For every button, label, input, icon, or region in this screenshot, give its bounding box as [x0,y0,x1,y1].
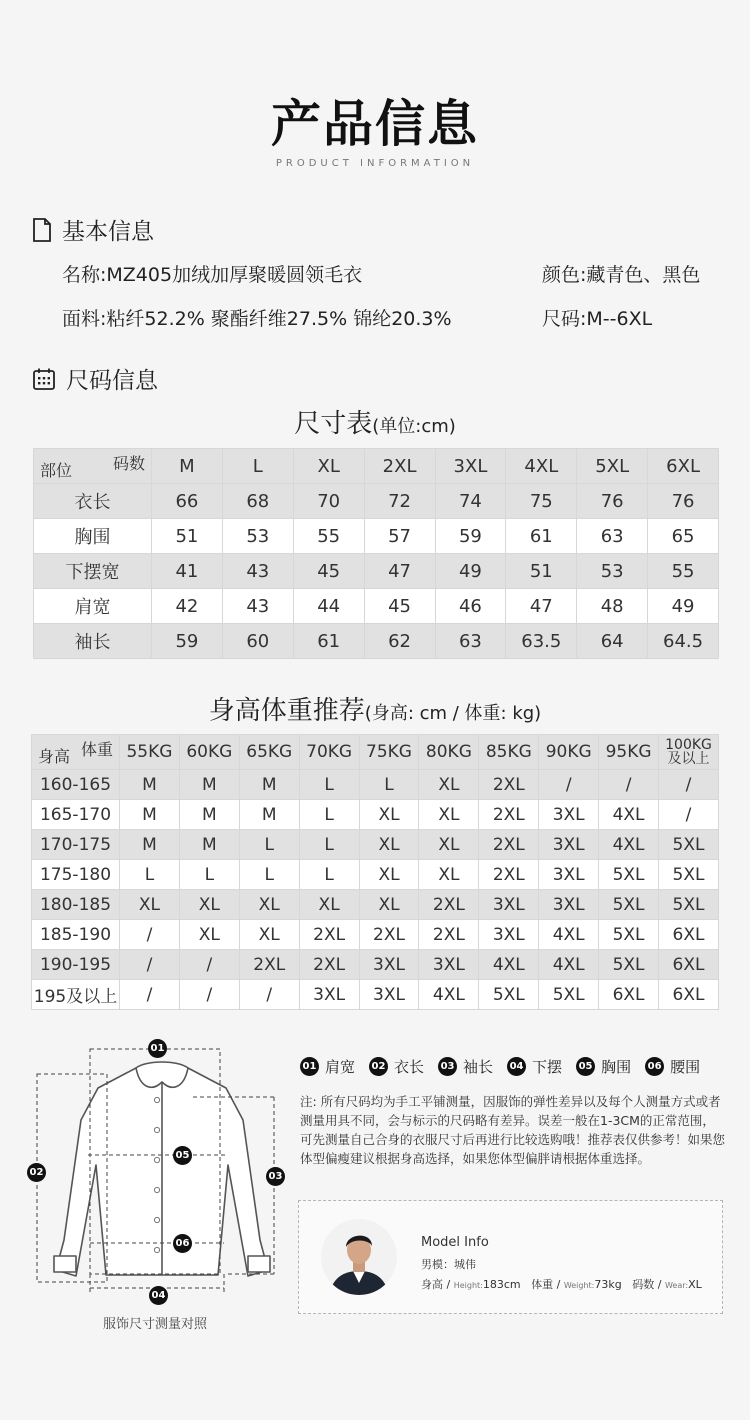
recommend-cell: 6XL [659,980,719,1010]
recommend-cell: 3XL [539,860,599,890]
recommend-cell: XL [419,860,479,890]
legend-label: 肩宽 [325,1058,356,1076]
recommend-row [32,920,719,950]
recommend-cell: 2XL [299,950,359,980]
recommend-table-title-text: 身高体重推荐 [208,696,365,726]
size-row-label: 胸围 [34,519,152,554]
size-table-cell: 51 [506,554,577,589]
recommend-cell: 5XL [479,980,539,1010]
recommend-row [32,860,719,890]
recommend-cell: 5XL [659,890,719,920]
height-label: 身高 / [421,1278,454,1291]
diagram-marker-05: 05 [173,1146,192,1165]
size-table-cell: 68 [222,484,293,519]
legend-number: 01 [300,1057,319,1076]
garment-measurement-diagram [28,1030,288,1320]
legend-number: 03 [438,1057,457,1076]
recommend-cell: XL [120,890,180,920]
recommend-cell: 3XL [359,980,419,1010]
size-table-cell: 49 [648,589,719,624]
recommend-cell: XL [419,770,479,800]
recommend-cell: / [179,950,239,980]
weight-header-cell: 90KG [539,735,599,770]
product-size-range: 尺码:M--6XL [542,308,653,330]
size-table-row [34,519,719,554]
model-name: 男模：城伟 [421,1258,476,1271]
recommend-cell: / [179,980,239,1010]
recommend-cell: M [179,830,239,860]
size-table-title-text: 尺寸表 [294,409,373,439]
legend-label: 胸围 [601,1058,632,1076]
recommend-cell: 5XL [599,920,659,950]
legend-label: 腰围 [670,1058,701,1076]
recommend-cell: 2XL [419,920,479,950]
legend-number: 05 [576,1057,595,1076]
recommend-cell: 3XL [479,920,539,950]
recommend-cell: / [120,950,180,980]
size-table-header-row [34,449,719,484]
recommend-cell: 4XL [539,950,599,980]
product-name: 名称:MZ405加绒加厚聚暖圆领毛衣 [62,264,363,286]
height-row-label: 195及以上 [32,980,120,1010]
weight-label-en: Weight: [563,1281,595,1290]
model-info-card [298,1200,723,1314]
weight-header-cell: 95KG [599,735,659,770]
size-table-cell: 65 [648,519,719,554]
recommend-cell: M [120,830,180,860]
wear-value: XL [688,1278,702,1291]
size-table-corner [34,449,152,484]
recommend-cell: XL [359,830,419,860]
recommend-cell: / [539,770,599,800]
recommend-cell: 6XL [659,950,719,980]
recommend-cell: 2XL [419,890,479,920]
weight-header-cell: 85KG [479,735,539,770]
recommend-cell: 2XL [479,770,539,800]
basic-info-title: 基本信息 [62,219,154,245]
model-info-title: Model Info [421,1235,489,1250]
corner-part-label: 部位 [40,461,73,480]
size-table-cell: 64 [577,624,648,659]
recommend-cell: 5XL [659,830,719,860]
size-table-cell: 61 [506,519,577,554]
size-header-cell: 4XL [506,449,577,484]
product-color: 颜色:藏青色、黑色 [542,264,701,286]
recommend-cell: 6XL [659,920,719,950]
wear-label: 码数 / [632,1278,665,1291]
recommend-row [32,980,719,1010]
diagram-marker-04: 04 [149,1286,168,1305]
size-row-label: 肩宽 [34,589,152,624]
document-icon [32,218,52,242]
recommend-cell: 3XL [359,950,419,980]
size-table-cell: 64.5 [648,624,719,659]
size-header-cell: L [222,449,293,484]
weight-header-cell: 65KG [239,735,299,770]
weight-header-cell: 70KG [299,735,359,770]
recommend-cell: / [659,770,719,800]
recommend-cell: XL [359,890,419,920]
size-table-cell: 62 [364,624,435,659]
size-table-cell: 55 [648,554,719,589]
recommend-cell: 5XL [659,860,719,890]
recommend-cell: M [120,800,180,830]
diagram-marker-03: 03 [266,1167,285,1186]
recommend-cell: 6XL [599,980,659,1010]
recommend-cell: M [239,770,299,800]
recommend-cell: 3XL [539,800,599,830]
size-table-row [34,554,719,589]
recommend-cell: XL [179,890,239,920]
weight-header-cell: 75KG [359,735,419,770]
recommend-cell: 4XL [599,830,659,860]
size-table-cell: 61 [293,624,364,659]
size-table-cell: 48 [577,589,648,624]
size-header-cell: 2XL [364,449,435,484]
recommend-cell: L [239,860,299,890]
size-header-cell: 6XL [648,449,719,484]
height-row-label: 165-170 [32,800,120,830]
recommend-cell: XL [419,830,479,860]
height-row-label: 180-185 [32,890,120,920]
size-row-label: 下摆宽 [34,554,152,589]
recommend-cell: L [299,770,359,800]
recommend-cell: 2XL [479,800,539,830]
recommend-row [32,950,719,980]
corner-height-label: 身高 [38,747,71,766]
recommend-table [31,734,719,1010]
height-label-en: Height: [453,1281,483,1290]
recommend-cell: XL [179,920,239,950]
size-header-cell: M [152,449,223,484]
diagram-marker-06: 06 [173,1234,192,1253]
size-table-cell: 76 [577,484,648,519]
recommend-cell: L [299,800,359,830]
size-table-cell: 66 [152,484,223,519]
size-table-cell: 59 [435,519,506,554]
recommend-cell: / [599,770,659,800]
model-stats [421,1276,702,1292]
basic-info-heading [32,213,154,246]
recommend-cell: / [659,800,719,830]
recommend-row [32,800,719,830]
size-table-cell: 45 [293,554,364,589]
recommend-cell: 2XL [479,830,539,860]
recommend-cell: 3XL [539,830,599,860]
legend-number: 06 [645,1057,664,1076]
legend-label: 下摆 [532,1058,563,1076]
recommend-cell: XL [419,800,479,830]
height-row-label: 185-190 [32,920,120,950]
recommend-cell: L [120,860,180,890]
recommend-table-title [0,690,750,727]
recommend-table-unit: (身高: cm / 体重: kg) [364,703,542,724]
size-table-cell: 55 [293,519,364,554]
size-table-cell: 45 [364,589,435,624]
size-header-cell: XL [293,449,364,484]
product-fabric: 面料:粘纤52.2% 聚酯纤维27.5% 锦纶20.3% [62,308,452,330]
recommend-cell: XL [359,800,419,830]
size-table-cell: 59 [152,624,223,659]
corner-weight-label: 体重 [80,740,113,759]
size-table-cell: 49 [435,554,506,589]
legend-number: 04 [507,1057,526,1076]
height-row-label: 175-180 [32,860,120,890]
recommend-row [32,830,719,860]
recommend-cell: 2XL [359,920,419,950]
page-subtitle: PRODUCT INFORMATION [275,158,475,169]
recommend-cell: M [179,800,239,830]
recommend-cell: 5XL [539,980,599,1010]
recommend-cell: 4XL [419,980,479,1010]
recommend-cell: L [179,860,239,890]
height-value: 183cm [482,1278,521,1291]
recommend-cell: 3XL [539,890,599,920]
size-table [33,448,719,659]
recommend-cell: 4XL [599,800,659,830]
size-info-title: 尺码信息 [66,368,158,394]
size-table-cell: 70 [293,484,364,519]
size-table-cell: 47 [506,589,577,624]
size-table-cell: 42 [152,589,223,624]
height-row-label: 170-175 [32,830,120,860]
recommend-cell: 3XL [299,980,359,1010]
model-avatar [321,1219,397,1295]
size-info-heading [32,362,158,395]
size-row-label: 袖长 [34,624,152,659]
legend-label: 袖长 [463,1058,494,1076]
recommend-cell: 5XL [599,860,659,890]
size-table-cell: 63 [577,519,648,554]
recommend-cell: XL [359,860,419,890]
size-table-cell: 63.5 [506,624,577,659]
wear-label-en: Wear: [664,1281,689,1290]
recommend-cell: M [179,770,239,800]
recommend-cell: 5XL [599,950,659,980]
recommend-cell: 2XL [479,860,539,890]
page-title: 产品信息 [271,95,479,153]
recommend-cell: L [239,830,299,860]
corner-size-label: 码数 [112,454,145,473]
size-table-row [34,589,719,624]
recommend-cell: L [299,830,359,860]
weight-header-cell: 100KG及以上 [659,735,719,770]
recommend-cell: / [239,980,299,1010]
size-header-cell: 5XL [577,449,648,484]
model-info-text [421,1235,702,1296]
size-table-cell: 72 [364,484,435,519]
size-table-cell: 53 [222,519,293,554]
recommend-cell: M [120,770,180,800]
recommend-cell: 3XL [479,890,539,920]
recommend-row [32,770,719,800]
calendar-icon [32,367,56,391]
weight-header-cell: 60KG [179,735,239,770]
recommend-cell: 4XL [539,920,599,950]
weight-label: 体重 / [531,1278,564,1291]
weight-header-cell: 80KG [419,735,479,770]
recommend-cell: M [239,800,299,830]
recommend-cell: XL [239,890,299,920]
recommend-table-corner [32,735,120,770]
diagram-marker-01: 01 [148,1039,167,1058]
recommend-cell: XL [239,920,299,950]
size-table-row [34,484,719,519]
size-table-cell: 41 [152,554,223,589]
legend-label: 衣长 [394,1058,425,1076]
recommend-cell: 2XL [299,920,359,950]
diagram-marker-02: 02 [27,1163,46,1182]
recommend-row [32,890,719,920]
recommend-cell: 4XL [479,950,539,980]
size-table-cell: 63 [435,624,506,659]
height-row-label: 190-195 [32,950,120,980]
recommend-cell: 5XL [599,890,659,920]
recommend-cell: / [120,980,180,1010]
recommend-cell: L [299,860,359,890]
measurement-note: 注: 所有尺码均为手工平铺测量，因服饰的弹性差异以及每个人测量方式或者测量用具不同，会与标示的尺码略有差异。误差一般在1-3CM的正常范围，可先测量自己合身的衣服尺寸后再进行比较选购哦！推荐表仅供参考！如果您体型偏瘦建议根据身高选择，如果您体型偏胖请根据体重选择。 [300,1094,726,1166]
size-table-unit: (单位:cm) [372,416,456,437]
size-table-cell: 44 [293,589,364,624]
height-row-label: 160-165 [32,770,120,800]
size-table-title [0,403,750,440]
size-table-cell: 46 [435,589,506,624]
size-table-cell: 47 [364,554,435,589]
recommend-cell: 2XL [239,950,299,980]
size-table-cell: 43 [222,554,293,589]
size-table-cell: 76 [648,484,719,519]
weight-header-cell: 55KG [120,735,180,770]
recommend-cell: 3XL [419,950,479,980]
size-header-cell: 3XL [435,449,506,484]
recommend-cell: XL [299,890,359,920]
weight-value: 73kg [594,1278,622,1291]
size-table-cell: 57 [364,519,435,554]
recommend-cell: L [359,770,419,800]
size-table-cell: 75 [506,484,577,519]
size-table-cell: 60 [222,624,293,659]
recommend-header-row [32,735,719,770]
diagram-caption: 服饰尺寸测量对照 [102,1317,207,1332]
size-table-cell: 74 [435,484,506,519]
recommend-cell: / [120,920,180,950]
size-table-cell: 51 [152,519,223,554]
size-table-cell: 43 [222,589,293,624]
measurement-legend [300,1056,708,1077]
size-row-label: 衣长 [34,484,152,519]
size-table-row [34,624,719,659]
legend-number: 02 [369,1057,388,1076]
size-table-cell: 53 [577,554,648,589]
